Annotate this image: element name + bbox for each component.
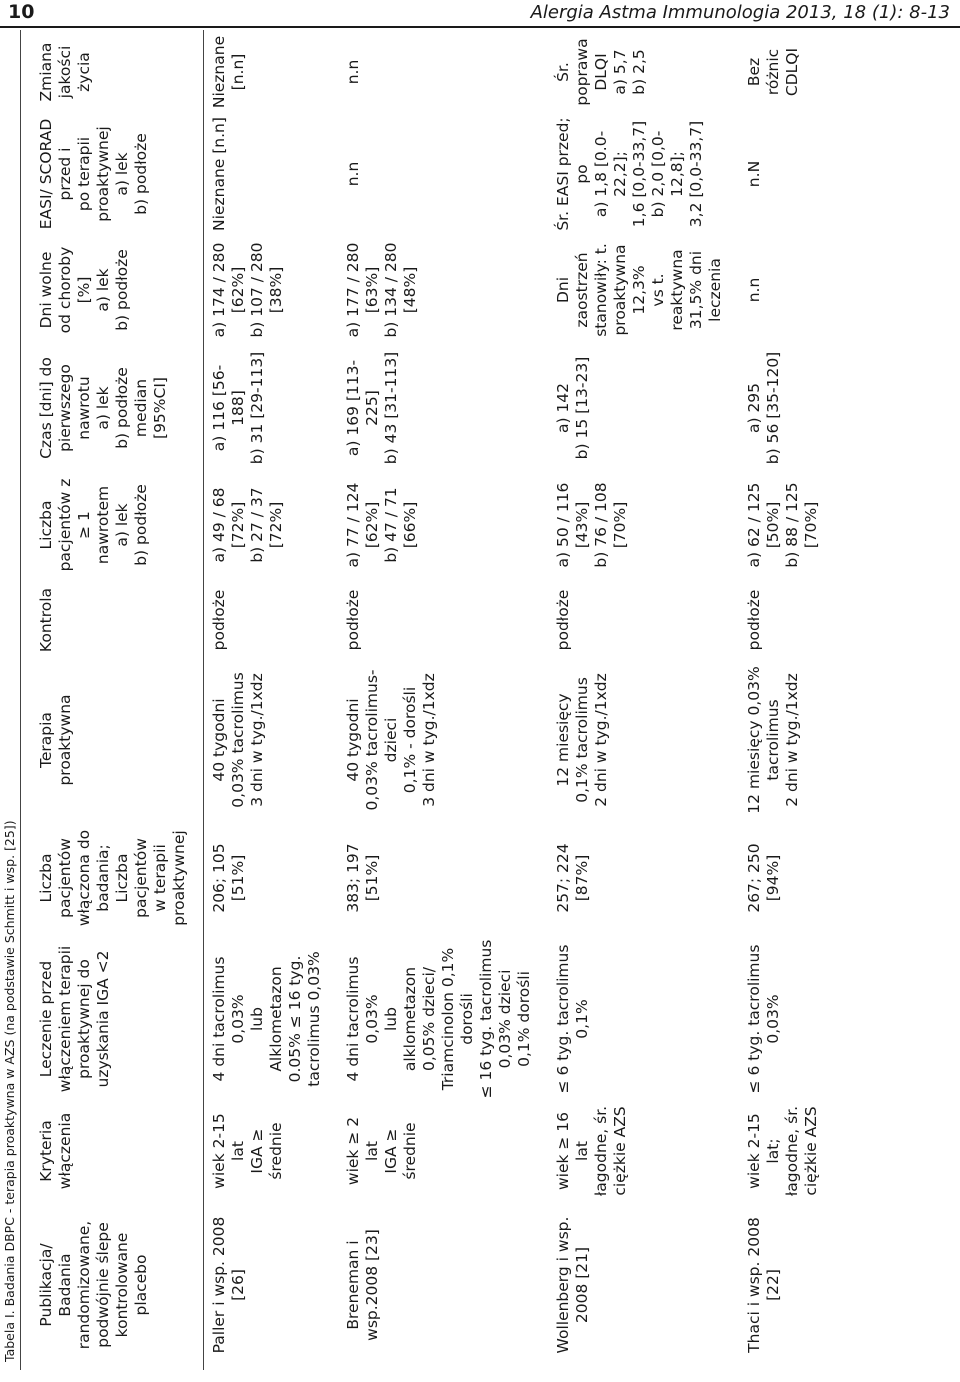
table-row bbox=[548, 30, 739, 1370]
cell-therapy: 12 miesięcy 0,1% tacrolimus 2 dni w tyg./1xdz bbox=[554, 673, 610, 807]
cell-inclusion: wiek 2-15 lat; łagodne, śr. ciężkie AZS bbox=[745, 1105, 820, 1197]
header-proactive-therapy: Terapia proaktywna bbox=[22, 660, 204, 820]
cell-quality-of-life: Śr. poprawa DLQI a) 5,7 b) 2,5 bbox=[554, 38, 648, 106]
cell-relapse: a) 77 / 124 [62%] b) 47 / 71 [66%] bbox=[344, 482, 419, 568]
cell-quality-of-life: Nieznane [n.n] bbox=[210, 35, 247, 109]
header-quality-of-life: Zmiana jakości życia bbox=[22, 30, 204, 114]
header-patient-count: Liczba pacjentów włączona do badania; Liczba pacjentów w terapii proaktywnej bbox=[22, 820, 204, 936]
cell-patients: 267; 250 [94%] bbox=[745, 843, 782, 913]
cell-free-days: Dni zaostrzeń stanowiły: t. proaktywna 12,3% vs t. reaktywna 31,5% dni leczenia bbox=[554, 243, 724, 337]
cell-quality-of-life: n.n bbox=[344, 59, 362, 85]
cell-pretreatment: 4 dni tacrolimus 0,03% lub alklometazon 0,05% dzieci/ Triamcinolon 0,1% dorośli ≤ 16 tyg. tacrolimus 0,03% dzieci 0,1% dorośli bbox=[344, 939, 533, 1099]
header-control: Kontrola bbox=[22, 580, 204, 660]
header-relapse-count: Liczba pacjentów z ≥ 1 nawrotem a) lek b) podłoże bbox=[22, 470, 204, 580]
rotated-page bbox=[0, 30, 960, 1370]
table-row bbox=[204, 30, 339, 1370]
cell-quality-of-life: Bez różnic CDLQI bbox=[745, 47, 801, 97]
cell-easi-scorad: Nieznane [n.n] bbox=[210, 117, 228, 231]
cell-free-days: a) 174 / 280 [62%] b) 107 / 280 [38%] bbox=[210, 242, 285, 338]
cell-control: podłoże bbox=[344, 589, 362, 651]
cell-relapse: a) 62 / 125 [50%] b) 88 / 125 [70%] bbox=[745, 482, 820, 568]
journal-reference: Alergia Astma Immunologia 2013, 18 (1): 8-13 bbox=[530, 2, 950, 23]
table-caption: Tabela I. Badania DBPC - terapia proaktywna w AZS (na podstawie Schmitt i wsp. [25]) bbox=[2, 820, 17, 1362]
cell-easi-scorad: n.N bbox=[745, 160, 763, 188]
cell-control: podłoże bbox=[210, 589, 228, 651]
cell-publication: Paller i wsp. 2008 [26] bbox=[210, 1216, 247, 1354]
cell-publication: Wollenberg i wsp. 2008 [21] bbox=[554, 1216, 591, 1354]
page-header bbox=[0, 0, 960, 28]
header-pretreatment: Leczenie przed włączeniem terapii proaktywnej do uzyskania IGA <2 bbox=[22, 936, 204, 1102]
rotated-table-region bbox=[0, 30, 960, 1370]
cell-control: podłoże bbox=[745, 589, 763, 651]
cell-free-days: n.n bbox=[745, 277, 763, 303]
cell-therapy: 12 miesięcy 0,03% tacrolimus 2 dni w tyg./1xdz bbox=[745, 666, 801, 814]
cell-easi-scorad: Śr. EASI przed; po a) 1,8 [0.0- 22,2]; 1,6 [0,0-33,7] b) 2,0 [0,0- 12,8]; 3,2 [0,0-33,7] bbox=[554, 117, 705, 231]
cell-inclusion: wiek 2-15 lat IGA ≥ średnie bbox=[210, 1113, 285, 1189]
cell-free-days: a) 177 / 280 [63%] b) 134 / 280 [48%] bbox=[344, 242, 419, 338]
header-easi-scorad: EASI/ SCORAD przed i po terapii proaktywnej a) lek b) podłoże bbox=[22, 114, 204, 234]
cell-time-to-relapse: a) 295 b) 56 [35-120] bbox=[745, 351, 782, 465]
cell-time-to-relapse: a) 142 b) 15 [13-23] bbox=[554, 356, 591, 460]
cell-relapse: a) 49 / 68 [72%] b) 27 / 37 [72%] bbox=[210, 487, 285, 563]
cell-time-to-relapse: a) 116 [56- 188] b) 31 [29-113] bbox=[210, 351, 266, 465]
cell-control: podłoże bbox=[554, 589, 572, 651]
cell-publication: Thaci i wsp. 2008 [22] bbox=[745, 1217, 782, 1353]
cell-pretreatment: ≤ 6 tyg. tacrolimus 0,1% bbox=[554, 944, 591, 1094]
header-publication: Publikacja/ Badania randomizowane, podwójnie ślepe kontrolowane placebo bbox=[22, 1200, 204, 1370]
cell-time-to-relapse: a) 169 [113- 225] b) 43 [31-113] bbox=[344, 351, 400, 465]
caption-divider bbox=[20, 30, 21, 1370]
header-time-to-relapse: Czas [dni] do pierwszego nawrotu a) lek b) podłoże median [95%CI] bbox=[22, 346, 204, 470]
table-row bbox=[338, 30, 548, 1370]
cell-patients: 257; 224 [87%] bbox=[554, 843, 591, 913]
cell-pretreatment: ≤ 6 tyg. tacrolimus 0,03% bbox=[745, 944, 782, 1094]
cell-therapy: 40 tygodni 0,03% tacrolimus- dzieci 0,1% - dorośli 3 dni w tyg./1xdz bbox=[344, 669, 438, 811]
cell-easi-scorad: n.n bbox=[344, 161, 362, 187]
header-disease-free-days: Dni wolne od choroby [%] a) lek b) podłoże bbox=[22, 234, 204, 346]
header-inclusion-criteria: Kryteria włączenia bbox=[22, 1102, 204, 1200]
cell-pretreatment: 4 dni tacrolimus 0,03% lub Alklometazon 0.05% ≤ 16 tyg. tacrolimus 0,03% bbox=[210, 951, 323, 1087]
cell-patients: 383; 197 [51%] bbox=[344, 843, 381, 913]
cell-patients: 206; 105 [51%] bbox=[210, 843, 247, 913]
cell-inclusion: wiek ≥ 2 lat IGA ≥ średnie bbox=[344, 1116, 419, 1186]
cell-relapse: a) 50 / 116 [43%] b) 76 / 108 [70%] bbox=[554, 482, 629, 568]
page-bottom-margin bbox=[0, 1370, 960, 1382]
cell-inclusion: wiek ≥ 16 lat łagodne, śr. ciężkie AZS bbox=[554, 1105, 629, 1197]
cell-therapy: 40 tygodni 0,03% tacrolimus 3 dni w tyg./1xdz bbox=[210, 672, 266, 808]
table-header-row bbox=[22, 30, 204, 1370]
results-table bbox=[22, 30, 835, 1370]
page-number: 10 bbox=[8, 1, 35, 23]
table-row bbox=[739, 30, 835, 1370]
cell-publication: Breneman i wsp.2008 [23] bbox=[344, 1229, 381, 1341]
